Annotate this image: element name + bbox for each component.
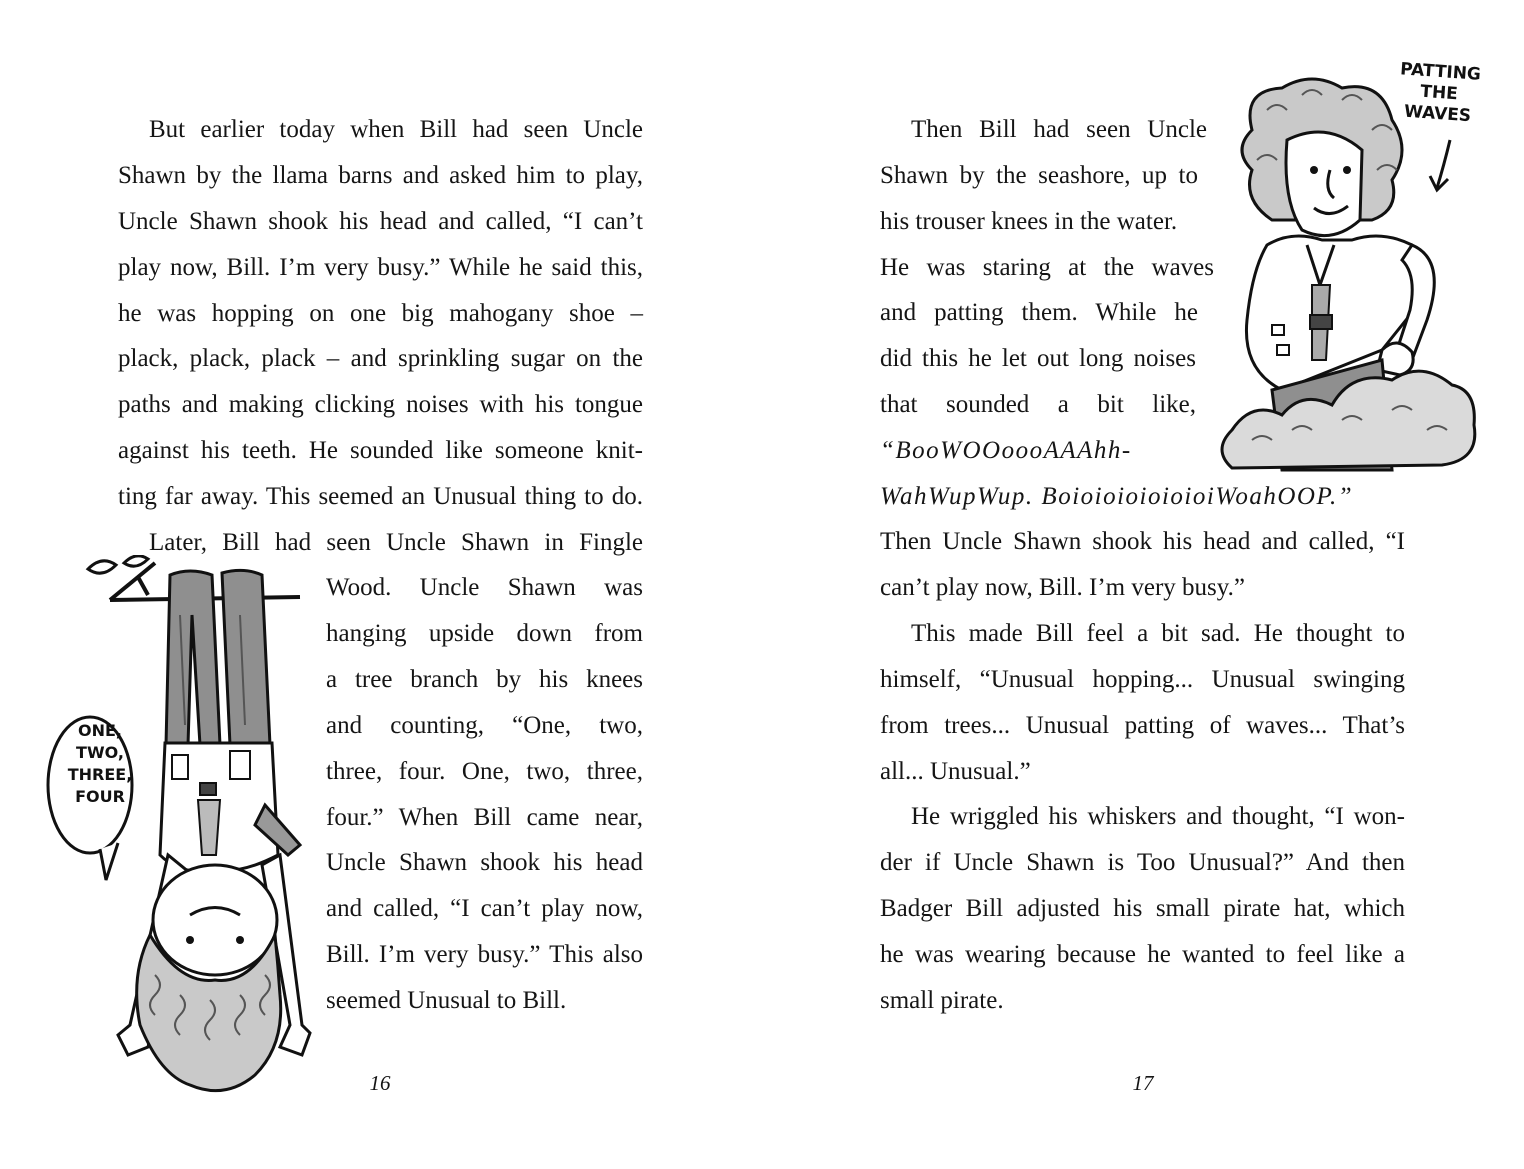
text-line: Bill. I’m very busy.” This also	[326, 941, 643, 968]
text-line: he was hopping on one big mahogany shoe –	[118, 300, 643, 327]
text-line: seemed Unusual to Bill.	[326, 987, 567, 1014]
text-line: three, four. One, two, three,	[326, 758, 643, 785]
text-line: can’t play now, Bill. I’m very busy.”	[880, 574, 1245, 601]
page-number: 17	[1132, 1071, 1154, 1095]
text-line: his trouser knees in the water.	[880, 208, 1178, 235]
text-line: and called, “I can’t play now,	[326, 895, 643, 922]
text-line: four.” When Bill came near,	[326, 804, 643, 831]
caption-line: WAVES	[1403, 101, 1472, 127]
speech-bubble-line: ONE,	[78, 721, 122, 740]
text-line: that sounded a bit like,	[880, 391, 1196, 418]
text-line: from trees... Unusual patting of waves... That’s	[880, 712, 1405, 739]
text-line: did this he let out long noises	[880, 345, 1196, 372]
page-number: 16	[369, 1071, 391, 1095]
hanging-uncle-shawn-illustration	[40, 555, 320, 1110]
text-line: and counting, “One, two,	[326, 712, 643, 739]
text-line: der if Uncle Shawn is Too Unusual?” And then	[880, 849, 1405, 876]
text-line: WahWupWup. BoioioioioioioiWoahOOP.”	[880, 483, 1354, 510]
text-line: paths and making clicking noises with his tongue	[118, 391, 643, 418]
right-page	[762, 0, 1524, 1169]
speech-bubble-line: THREE,	[67, 765, 133, 784]
text-line: Shawn by the seashore, up to	[880, 162, 1198, 189]
text-line: all... Unusual.”	[880, 758, 1031, 785]
text-line: Wood. Uncle Shawn was	[326, 574, 643, 601]
text-line: “BooWOOoooAAAhh-	[880, 437, 1132, 464]
text-line: Later, Bill had seen Uncle Shawn in Fingle	[149, 529, 643, 556]
text-line: himself, “Unusual hopping... Unusual swinging	[880, 666, 1405, 693]
text-line: He wriggled his whiskers and thought, “I won-	[911, 803, 1405, 830]
text-line: plack, plack, plack – and sprinkling sugar on the	[118, 345, 643, 372]
text-line: against his teeth. He sounded like someone knit-	[118, 437, 643, 464]
speech-bubble-line: FOUR	[75, 787, 125, 806]
text-line: he was wearing because he wanted to feel like a	[880, 941, 1405, 968]
caption-line: THE	[1419, 81, 1459, 105]
text-line: hanging upside down from	[326, 620, 643, 647]
patting-the-waves-caption	[1382, 58, 1496, 129]
text-line: and patting them. While he	[880, 299, 1198, 326]
text-line: Uncle Shawn shook his head and called, “I can’t	[118, 208, 643, 235]
text-line: small pirate.	[880, 987, 1004, 1014]
text-line: He was staring at the waves	[880, 254, 1214, 281]
patting-waves-illustration	[1212, 70, 1482, 475]
speech-bubble	[63, 720, 137, 808]
text-line: play now, Bill. I’m very busy.” While he said this,	[118, 254, 643, 281]
text-line: a tree branch by his knees	[326, 666, 643, 693]
text-line: This made Bill feel a bit sad. He thought to	[911, 620, 1405, 647]
text-line: Then Uncle Shawn shook his head and called, “I	[880, 528, 1405, 555]
text-line: ting far away. This seemed an Unusual thing to do.	[118, 483, 643, 510]
caption-line: PATTING	[1399, 59, 1482, 85]
speech-bubble-line: TWO,	[76, 743, 124, 762]
text-line: Uncle Shawn shook his head	[326, 849, 643, 876]
text-line: Badger Bill adjusted his small pirate hat, which	[880, 895, 1405, 922]
text-line: Then Bill had seen Uncle	[911, 116, 1207, 143]
text-line: Shawn by the llama barns and asked him to play,	[118, 162, 643, 189]
text-line: But earlier today when Bill had seen Uncle	[149, 116, 643, 143]
